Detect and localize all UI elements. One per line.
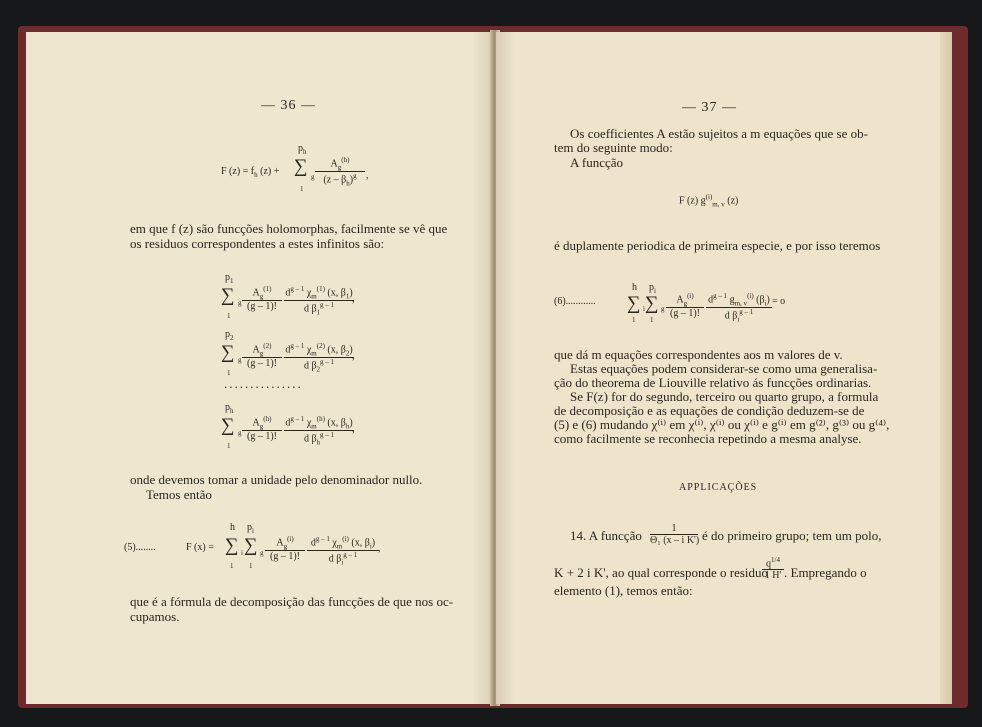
paragraph-line: Estas equações podem considerar-se como uma generalisa- <box>570 361 878 376</box>
paragraph-line: elemento (1), temos então: <box>554 583 693 598</box>
paragraph-line: 14. A funcção <box>570 528 642 543</box>
paragraph-line: Se F(z) for do segundo, terceiro ou quarto grupo, a formula <box>570 389 879 404</box>
section-title: APPLICAÇÕES <box>679 482 758 493</box>
paragraph-line: K + 2 i K', ao qual corresponde o residuo <box>554 565 769 580</box>
paragraph-line: onde devemos tomar a unidade pelo denominador nullo. <box>130 472 423 487</box>
page-number: — 37 — <box>682 100 737 115</box>
paragraph-line: que é a fórmula de decomposição das funcções de que nos oc- <box>130 594 454 609</box>
left-page: — 36 — F $(z) = f_h$ (z) + $p_h$ ∑ g 1 $\frac{A_g^{(h)}}{(z - \beta_h)^g}$ , em que f (z) são funcções holomorphas, facilmente se vê que os residuos correspondentes a estes infinitos são: $p_1$ ∑ g 1 $\frac{A_g^{(1)}}{(g - 1)!}$ $\frac{d^{g - 1} \chi_m^{(1)} (x, \beta_1)}{d \beta_1^{g - 1}}$ , $p_2$ ∑ g 1 $\frac{A_g^{(2)}}{(g - 1)!}$ $\frac{d^{g - 1} \chi_m^{(2)} (x, \beta_2)}{d \beta_2^{g - 1}}$ , ............... $p_h$ ∑ g 1 $\frac{A_g^{(h)}}{(g - 1)!}$ $d^{g - 1}$ $\chi_m^{(h)}$ (x, $\beta_h$) d $\beta_h^{g - 1}$ , onde devemos tomar a unidade pelo denominador nullo. Temos então (5)........ F (x) = h ∑ i 1 $p_i$ ∑ g 1 $\frac{A_g^{(i)}}{(g - 1)!}$ $d^{g - 1}$ $\chi_m^{(i)}$ (x, $\beta_i$) d $\beta_i^{g - 1}$ , que é a fórmula de decomposição das funcções de que nos oc- cupamos. <box>26 32 494 704</box>
paragraph-line: (5) e (6) mudando χ⁽ⁱ⁾ em χ⁽ⁱ⁾, χ⁽ⁱ⁾ ou χ⁽ⁱ⁾ e g⁽ⁱ⁾ em g⁽²⁾, g⁽³⁾ ou g⁽⁴⁾, <box>554 417 890 432</box>
paragraph-line: Os coefficientes A estão sujeitos a m equações que se ob- <box>570 126 868 141</box>
formula-fg: F (z) $g^{(i)}_{m, v}$ (z) <box>679 193 739 209</box>
paragraph-line: . Empregando o <box>784 565 867 580</box>
paragraph-line: os residuos correspondentes a estes infinitos são: <box>130 236 385 251</box>
paragraph-line: cupamos. <box>130 609 180 624</box>
paragraph-line: que dá m equações correspondentes aos m valores de v. <box>554 347 843 362</box>
paragraph-line: como facilmente se reconhecia repetindo a mesma analyse. <box>554 431 862 446</box>
paragraph-line: A funcção <box>570 155 624 170</box>
paragraph-line: ção do theorema de Liouville relativo ás funcções ordinarias. <box>554 375 872 390</box>
paragraph-line: em que f (z) são funcções holomorphas, facilmente se vê que <box>130 221 448 236</box>
page-number: — 36 — <box>261 98 316 113</box>
ellipsis-row: ............... <box>224 376 303 391</box>
paragraph-line: é do primeiro grupo; tem um polo, <box>702 528 882 543</box>
page-edges <box>940 32 952 704</box>
paragraph-line: tem do seguinte modo: <box>554 140 673 155</box>
right-page: — 37 — Os coefficientes A estão sujeitos a m equações que se ob- tem do seguinte modo: A funcção F (z) $g^{(i)}_{m, v}$ (z) é duplamente periodica de primeira especie, e por isso teremos (6)............ h ∑ i 1 $p_i$ ∑ g 1 $\frac{A_g^{(i)}}{(g - 1)!}$ $d^{g - 1}$ $g_{m, v}^{(i)}$ $(\beta_i)$ d $\beta_i^{g - 1}$ = o que dá m equações correspondentes aos m valores de v. Estas equações podem considerar-se como uma generalisa- ção do theorema de Liouville relativo ás funcções ordinarias. Se F(z) for do segundo, terceiro ou quarto grupo, a formula de decomposição e as equações de condição deduzem-se de (5) e (6) mudando χ⁽ⁱ⁾ em χ⁽ⁱ⁾, χ⁽ⁱ⁾ ou χ⁽ⁱ⁾ e g⁽ⁱ⁾ em g⁽²⁾, g⁽³⁾ ou g⁽⁴⁾, como facilmente se reconhecia repetindo a mesma analyse. APPLICAÇÕES 14. A funcção $\frac{1}{\text{Θ₁ (x – i K')}}$ é do primeiro grupo; tem um polo, K + 2 i K', ao qual corresponde o residuo $\frac{q^{1/4}}{1 H'}$ . Empregando o elemento (1), temos então: <box>496 32 952 704</box>
paragraph-line: é duplamente periodica de primeira especie, e por isso teremos <box>554 238 881 253</box>
fraction-residue: $\frac{q^{1/4}}{1 H'}$ <box>762 556 784 581</box>
page-shadow <box>496 32 514 704</box>
paragraph-line: de decomposição e as equações de condição deduzem-se de <box>554 403 865 418</box>
paragraph-line: Temos então <box>146 487 212 502</box>
fraction-theta: $\frac{1}{\text{Θ₁ (x – i K')}}$ <box>650 523 700 546</box>
